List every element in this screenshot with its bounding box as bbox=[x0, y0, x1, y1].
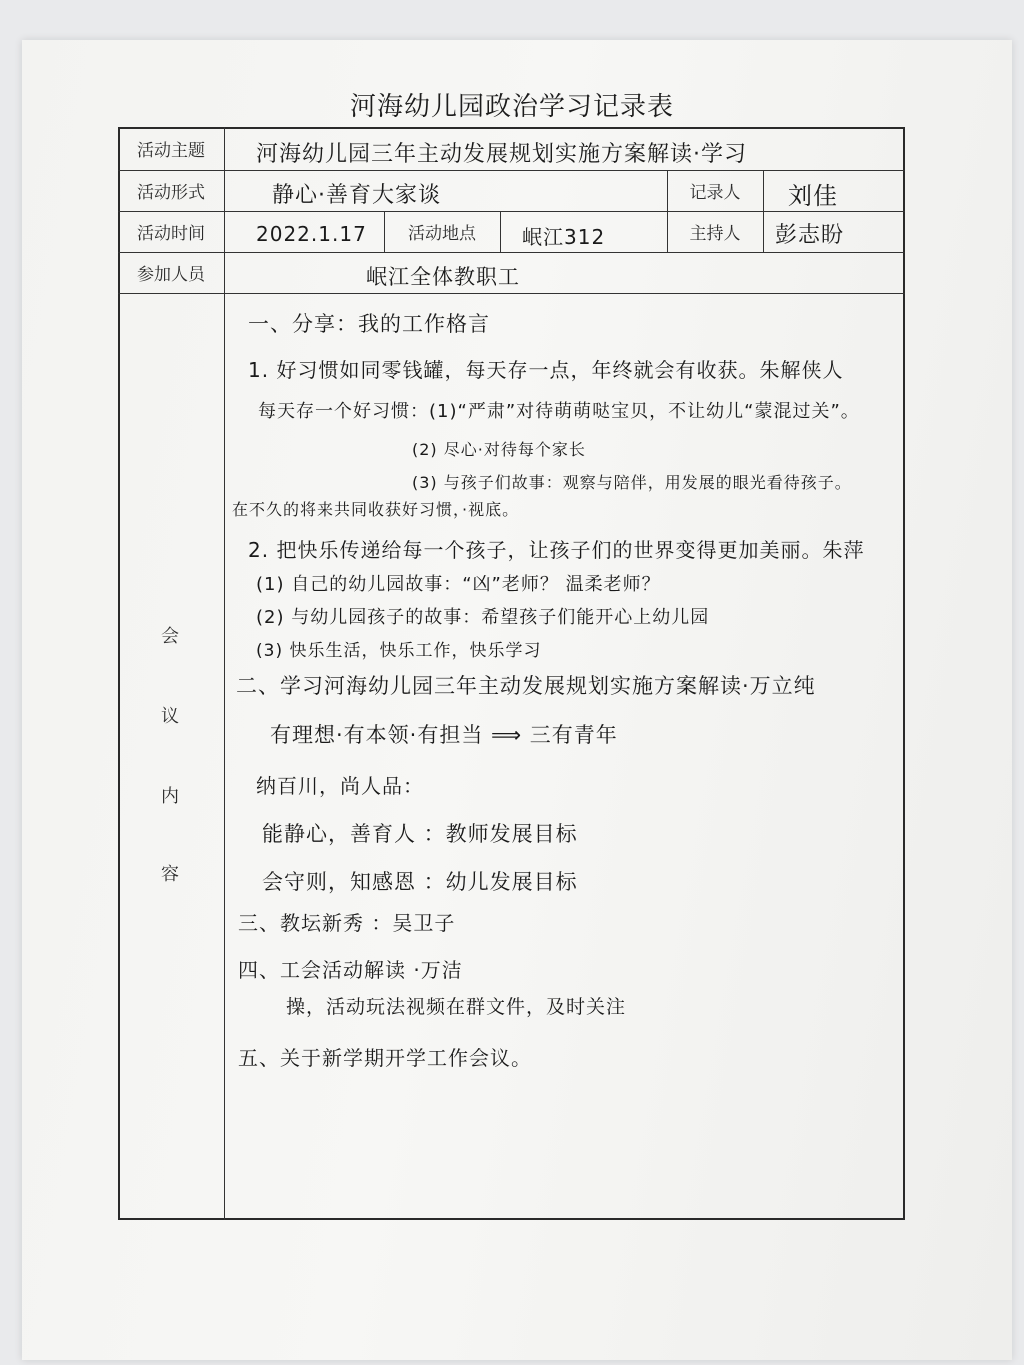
document-title: 河海幼儿园政治学习记录表 bbox=[349, 92, 674, 122]
content-line: 操，活动玩法视频在群文件，及时关注 bbox=[286, 996, 627, 1018]
content-line: 每天存一个好习惯：(1)“严肃”对待萌萌哒宝贝，不让幼儿“蒙混过关”。 bbox=[258, 401, 860, 422]
row-divider bbox=[118, 252, 905, 253]
content-line: 2. 把快乐传递给每一个孩子，让孩子们的世界变得更加美丽。朱萍 bbox=[248, 538, 865, 562]
form-label: 活动形式 bbox=[137, 183, 205, 203]
row-divider bbox=[118, 170, 905, 171]
content-line: 四、工会活动解读 ·万洁 bbox=[238, 958, 463, 982]
recorder-label-right-divider bbox=[763, 170, 764, 252]
content-line: 纳百川，尚人品： bbox=[256, 774, 424, 798]
recorder-value: 刘佳 bbox=[788, 182, 838, 210]
participants-label: 参加人员 bbox=[137, 265, 205, 285]
content-line: (1) 自己的幼儿园故事：“凶”老师？ 温柔老师？ bbox=[256, 574, 661, 595]
row-divider bbox=[118, 293, 905, 294]
content-line: 有理想·有本领·有担当 ⟹ 三有青年 bbox=[270, 723, 618, 747]
content-label-char: 容 bbox=[161, 864, 179, 885]
form-value: 静心·善育大家谈 bbox=[272, 183, 441, 208]
content-line: 1. 好习惯如同零钱罐，每天存一点，年终就会有收获。朱解侠人 bbox=[248, 358, 844, 382]
content-line: 能静心，善育人 ：教师发展目标 bbox=[262, 822, 578, 846]
content-label-char: 会 bbox=[161, 626, 179, 647]
content-line: (3) 与孩子们故事：观察与陪伴，用发展的眼光看待孩子。 bbox=[412, 473, 852, 492]
content-line: (2) 尽心·对待每个家长 bbox=[412, 440, 586, 459]
host-value: 彭志盼 bbox=[775, 223, 845, 248]
recorder-label: 记录人 bbox=[689, 183, 741, 203]
content-line: 二、学习河海幼儿园三年主动发展规划实施方案解读·万立纯 bbox=[236, 674, 816, 698]
content-line: 在不久的将来共同收获好习惯，·视底。 bbox=[232, 500, 520, 519]
row-divider bbox=[118, 211, 905, 212]
time-label: 活动时间 bbox=[137, 224, 205, 244]
content-line: 一、分享：我的工作格言 bbox=[248, 312, 490, 336]
participants-value: 岷江全体教职工 bbox=[366, 265, 520, 289]
location-label: 活动地点 bbox=[408, 224, 476, 244]
content-line: 三、教坛新秀 ：吴卫子 bbox=[238, 911, 456, 935]
location-label-right-divider bbox=[500, 211, 501, 252]
content-line: (3) 快乐生活，快乐工作，快乐学习 bbox=[256, 641, 542, 661]
time-value: 2022.1.17 bbox=[256, 222, 367, 246]
host-label: 主持人 bbox=[689, 224, 741, 244]
topic-label: 活动主题 bbox=[137, 141, 205, 161]
content-line: 会守则，知感恩 ：幼儿发展目标 bbox=[262, 870, 578, 894]
topic-value: 河海幼儿园三年主动发展规划实施方案解读·学习 bbox=[256, 142, 747, 167]
content-label-char: 议 bbox=[161, 706, 179, 727]
content-line: 五、关于新学期开学工作会议。 bbox=[238, 1046, 532, 1070]
label-column-divider bbox=[224, 127, 225, 1220]
content-label-char: 内 bbox=[161, 786, 179, 807]
content-line: (2) 与幼儿园孩子的故事：希望孩子们能开心上幼儿园 bbox=[256, 607, 710, 628]
location-value: 岷江312 bbox=[522, 225, 606, 249]
